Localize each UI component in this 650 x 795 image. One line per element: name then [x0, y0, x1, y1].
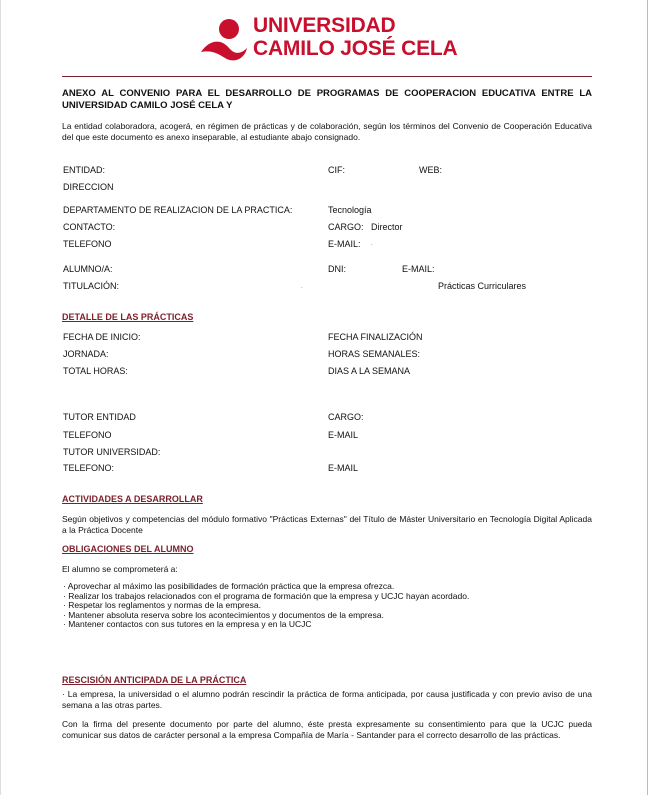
departamento-label: DEPARTAMENTO DE REALIZACION DE LA PRACTICA: [63, 205, 293, 215]
document-title: ANEXO AL CONVENIO PARA EL DESARROLLO DE PROGRAMAS DE COOPERACION EDUCATIVA ENTRE LA UNIVERSIDAD CAMILO JOSÉ CELA Y [62, 88, 592, 111]
consentimiento-text: Con la firma del presente documento por parte del alumno, éste presta expresamente su consentimiento para que la UCJC pueda comunicar sus datos de carácter personal a la empresa Compañía de María - Santander para el correcto desarrollo de las prácticas. [62, 719, 592, 740]
list-item: · Mantener absoluta reserva sobre los acontecimientos y documentos de la empresa. [63, 609, 384, 620]
blank-mark: . [371, 241, 373, 247]
list-item: · Respetar los reglamentos y normas de la empresa. [63, 600, 261, 611]
entidad-label: ENTIDAD: [63, 165, 106, 175]
alumno-label: ALUMNO/A: [63, 264, 113, 274]
departamento-value: Tecnología [328, 205, 372, 215]
tutor-universidad-telefono-label: TELEFONO: [63, 463, 115, 473]
blank-mark: . [301, 284, 303, 290]
intro-paragraph: La entidad colaboradora, acogerá, en régimen de prácticas y de colaboración, según los términos del Convenio de Cooperación Educativa del que este documento es anexo inseparable, al estudiante abajo consignado. [62, 121, 592, 142]
logo-line2: CAMILO JOSÉ CELA [253, 37, 458, 60]
cargo-label: CARGO: [328, 222, 364, 232]
list-item: · Aprovechar al máximo las posibilidades de formación práctica que la empresa ofrezca. [63, 581, 395, 591]
tutor-universidad-email-label: E-MAIL [328, 463, 359, 473]
header-rule [62, 76, 592, 77]
dias-semana-label: DIAS A LA SEMANA [328, 366, 411, 376]
university-logo-icon [199, 18, 249, 64]
dni-label: DNI: [328, 264, 346, 274]
jornada-label: JORNADA: [63, 349, 109, 359]
logo-line1: UNIVERSIDAD [253, 14, 396, 37]
university-logo-text [253, 14, 457, 60]
telefono-label: TELEFONO [63, 239, 112, 249]
direccion-label: DIRECCION [63, 182, 114, 192]
tutor-entidad-label: TUTOR ENTIDAD [63, 412, 136, 422]
titulacion-label: TITULACIÓN: [63, 281, 120, 291]
obligaciones-list [63, 582, 469, 630]
tutor-email-label: E-MAIL [328, 430, 359, 440]
obligaciones-heading: OBLIGACIONES DEL ALUMNO [62, 544, 194, 554]
detalle-heading: DETALLE DE LAS PRÁCTICAS [62, 312, 194, 322]
tutor-telefono-label: TELEFONO [63, 430, 112, 440]
contacto-label: CONTACTO: [63, 222, 116, 232]
list-item: · Realizar los trabajos relacionados con el programa de formación que la empresa y UCJC hayan acordado. [63, 590, 470, 601]
actividades-heading: ACTIVIDADES A DESARROLLAR [62, 494, 203, 504]
rescision-text: · La empresa, la universidad o el alumno podrán rescindir la práctica de forma anticipada, por causa justificada y con previo aviso de una semana a las otras partes. [62, 689, 592, 710]
fecha-inicio-label: FECHA DE INICIO: [63, 332, 141, 342]
tutor-cargo-label: CARGO: [328, 412, 364, 422]
cargo-value: Director [371, 222, 403, 232]
list-item: · Mantener contactos con sus tutores en la empresa y en la UCJC [63, 619, 312, 630]
student-email-label: E-MAIL: [402, 264, 435, 274]
rescision-heading: RESCISIÓN ANTICIPADA DE LA PRÁCTICA [62, 675, 247, 685]
practica-tipo: Prácticas Curriculares [438, 281, 527, 291]
horas-semanales-label: HORAS SEMANALES: [328, 349, 421, 359]
web-label: WEB: [419, 165, 443, 175]
tutor-universidad-label: TUTOR UNIVERSIDAD: [63, 447, 161, 457]
fecha-fin-label: FECHA FINALIZACIÓN [328, 332, 423, 342]
obligaciones-intro: El alumno se comprometerá a: [62, 564, 178, 574]
total-horas-label: TOTAL HORAS: [63, 366, 128, 376]
email-label: E-MAIL: [328, 239, 361, 249]
actividades-text: Según objetivos y competencias del módulo formativo "Prácticas Externas" del Título de Máster Universitario en Tecnología Digital Aplicada a la Práctica Docente [62, 514, 592, 535]
cif-label: CIF: [328, 165, 345, 175]
